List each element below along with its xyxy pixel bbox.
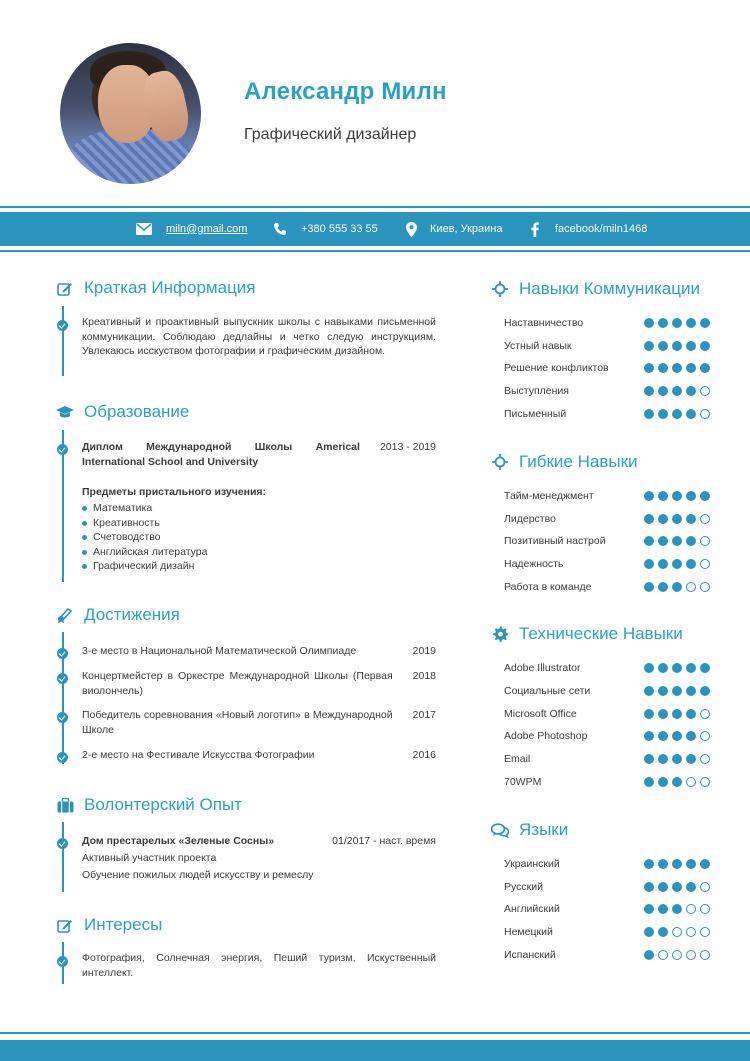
rating-dot-filled <box>686 409 696 419</box>
rating-dot-filled <box>658 363 668 373</box>
rating-dot-filled <box>644 709 654 719</box>
contact-bar-top-line <box>0 206 750 208</box>
list-item: Математика <box>82 501 208 516</box>
timeline-node <box>57 320 68 331</box>
facebook-text[interactable]: facebook/miln1468 <box>555 223 648 235</box>
chat-bubbles-icon <box>491 821 509 839</box>
skill-row <box>504 556 710 572</box>
skill-row <box>504 360 710 376</box>
rating-dot-filled <box>644 386 654 396</box>
rating-dot-filled <box>658 386 668 396</box>
achievement-year: 2019 <box>412 645 436 657</box>
rating-dot-empty <box>700 409 710 419</box>
section-title: Языки <box>519 820 569 839</box>
list-item: Графический дизайн <box>82 559 208 574</box>
section-title: Краткая Информация <box>84 278 256 297</box>
skill-rating <box>644 582 710 592</box>
rating-dot-filled <box>672 363 682 373</box>
skill-rating <box>644 927 710 937</box>
volunteer-period: 01/2017 - наст. время <box>332 835 436 847</box>
rating-dot-filled <box>686 318 696 328</box>
skill-name: Лидерство <box>504 513 556 525</box>
rating-dot-filled <box>686 536 696 546</box>
rating-dot-filled <box>700 318 710 328</box>
contact-email[interactable] <box>136 212 247 246</box>
skill-rating <box>644 386 710 396</box>
gear-icon <box>491 625 509 643</box>
section-title: Волонтерский Опыт <box>84 795 242 814</box>
skill-row <box>504 751 710 767</box>
skill-name: Испанский <box>504 949 556 961</box>
skill-row <box>504 579 710 595</box>
achievement-text: Концертмейстер в Оркестре Международной Школы (Первая виолончель) <box>82 670 393 697</box>
edit-icon <box>56 916 74 934</box>
rating-dot-filled <box>644 536 654 546</box>
skill-name: Надежность <box>504 558 564 570</box>
rating-dot-filled <box>644 514 654 524</box>
rating-dot-empty <box>700 386 710 396</box>
crosshair-icon <box>491 453 509 471</box>
skill-name: Русский <box>504 881 543 893</box>
skill-row <box>504 924 710 940</box>
rating-dot-filled <box>700 491 710 501</box>
skill-row <box>504 406 710 422</box>
skill-rating <box>644 754 710 764</box>
list-item: Счетоводство <box>82 530 208 545</box>
rating-dot-filled <box>686 731 696 741</box>
rating-dot-filled <box>700 663 710 673</box>
rating-dot-filled <box>686 859 696 869</box>
achievement-year: 2017 <box>412 709 436 721</box>
rating-dot-empty <box>700 904 710 914</box>
phone-text: +380 555 33 55 <box>301 223 378 235</box>
rating-dot-filled <box>658 882 668 892</box>
rating-dot-filled <box>686 754 696 764</box>
subjects-list <box>82 501 208 574</box>
rating-dot-filled <box>658 491 668 501</box>
timeline-node <box>57 712 68 723</box>
rating-dot-filled <box>686 882 696 892</box>
section-title: Достижения <box>84 605 180 624</box>
rating-dot-filled <box>644 904 654 914</box>
rating-dot-empty <box>700 927 710 937</box>
rating-dot-filled <box>644 754 654 764</box>
education-degree-row <box>82 440 436 469</box>
rating-dot-filled <box>672 582 682 592</box>
contact-bar <box>0 212 750 246</box>
skill-name: Adobe Photoshop <box>504 730 588 742</box>
location-pin-icon <box>406 222 417 237</box>
rating-dot-filled <box>686 341 696 351</box>
rating-dot-filled <box>644 950 654 960</box>
rating-dot-empty <box>686 777 696 787</box>
footer-line <box>0 1032 750 1034</box>
rating-dot-filled <box>686 363 696 373</box>
skill-rating <box>644 859 710 869</box>
subjects-title: Предметы пристального изучения: <box>82 486 267 498</box>
rating-dot-filled <box>672 754 682 764</box>
contact-phone <box>273 212 378 246</box>
rating-dot-filled <box>658 904 668 914</box>
crosshair-icon <box>491 280 509 298</box>
skill-name: 70WPM <box>504 776 542 788</box>
graduation-cap-icon <box>56 403 74 421</box>
location-text: Киев, Украина <box>430 223 503 235</box>
skill-row <box>504 383 710 399</box>
skill-rating <box>644 536 710 546</box>
rating-dot-empty <box>686 927 696 937</box>
achievement-row <box>82 644 436 659</box>
rating-dot-empty <box>700 709 710 719</box>
skill-row <box>504 683 710 699</box>
rating-dot-empty <box>672 927 682 937</box>
skill-row <box>504 879 710 895</box>
rating-dot-filled <box>672 491 682 501</box>
skill-row <box>504 315 710 331</box>
rating-dot-filled <box>658 536 668 546</box>
rating-dot-empty <box>672 950 682 960</box>
skill-rating <box>644 731 710 741</box>
briefcase-icon <box>56 796 74 814</box>
rating-dot-empty <box>686 904 696 914</box>
rating-dot-filled <box>658 341 668 351</box>
timeline-line <box>62 306 64 376</box>
rating-dot-filled <box>658 927 668 937</box>
achievement-text: 3-е место в Национальной Математической Олимпиаде <box>82 645 357 657</box>
contact-facebook[interactable] <box>531 212 647 246</box>
rating-dot-filled <box>644 731 654 741</box>
rating-dot-filled <box>644 777 654 787</box>
rating-dot-filled <box>672 777 682 787</box>
rating-dot-filled <box>658 731 668 741</box>
education-years: 2013 - 2019 <box>379 441 436 453</box>
rating-dot-empty <box>700 536 710 546</box>
skill-rating <box>644 882 710 892</box>
contact-bar-bottom-line <box>0 250 750 252</box>
rating-dot-filled <box>686 709 696 719</box>
skill-name: Устный навык <box>504 340 572 352</box>
skill-name: Решение конфликтов <box>504 362 609 374</box>
skill-rating <box>644 318 710 328</box>
skill-rating <box>644 409 710 419</box>
rating-dot-filled <box>672 709 682 719</box>
rating-dot-filled <box>658 663 668 673</box>
timeline-node <box>57 444 68 455</box>
section-title: Технические Навыки <box>519 624 683 643</box>
rating-dot-empty <box>700 754 710 764</box>
section-title: Гибкие Навыки <box>519 452 638 471</box>
rating-dot-filled <box>644 409 654 419</box>
rating-dot-empty <box>700 777 710 787</box>
footer-bar <box>0 1040 750 1061</box>
skill-name: Украинский <box>504 858 560 870</box>
skill-rating <box>644 686 710 696</box>
section-languages-head <box>491 820 568 840</box>
skill-name: Тайм-менеджмент <box>504 490 594 502</box>
rating-dot-filled <box>672 514 682 524</box>
skill-row <box>504 728 710 744</box>
rating-dot-empty <box>700 950 710 960</box>
rating-dot-filled <box>672 731 682 741</box>
skill-row <box>504 338 710 354</box>
rating-dot-filled <box>658 318 668 328</box>
rating-dot-filled <box>644 582 654 592</box>
profile-photo <box>60 43 201 184</box>
rating-dot-filled <box>658 859 668 869</box>
skill-name: Социальные сети <box>504 685 591 697</box>
achievement-year: 2018 <box>412 670 436 682</box>
rating-dot-filled <box>644 363 654 373</box>
trophy-diploma-icon <box>56 606 74 624</box>
rating-dot-filled <box>700 341 710 351</box>
rating-dot-filled <box>644 318 654 328</box>
rating-dot-empty <box>700 882 710 892</box>
rating-dot-filled <box>700 859 710 869</box>
rating-dot-filled <box>644 559 654 569</box>
rating-dot-filled <box>672 341 682 351</box>
rating-dot-filled <box>672 663 682 673</box>
rating-dot-filled <box>644 663 654 673</box>
skill-rating <box>644 709 710 719</box>
volunteer-line: Активный участник проекта <box>82 852 217 864</box>
skill-rating <box>644 950 710 960</box>
skill-name: Работа в команде <box>504 581 592 593</box>
rating-dot-filled <box>644 882 654 892</box>
rating-dot-filled <box>672 536 682 546</box>
skill-name: Выступления <box>504 385 569 397</box>
person-role: Графический дизайнер <box>244 126 417 143</box>
contact-location <box>406 212 503 246</box>
section-soft-skills-head <box>491 452 638 472</box>
section-summary-head <box>56 278 256 298</box>
person-name: Александр Милн <box>244 78 447 105</box>
skill-name: Немецкий <box>504 926 553 938</box>
rating-dot-empty <box>700 582 710 592</box>
skill-rating <box>644 341 710 351</box>
timeline-node <box>57 648 68 659</box>
achievement-year: 2016 <box>412 749 436 761</box>
rating-dot-filled <box>644 686 654 696</box>
rating-dot-filled <box>644 927 654 937</box>
achievement-row <box>82 708 436 737</box>
rating-dot-filled <box>658 777 668 787</box>
rating-dot-filled <box>672 686 682 696</box>
rating-dot-filled <box>672 318 682 328</box>
skill-row <box>504 511 710 527</box>
section-title: Навыки Коммуникации <box>519 279 700 298</box>
rating-dot-filled <box>686 686 696 696</box>
timeline-node <box>57 752 68 763</box>
skill-rating <box>644 559 710 569</box>
achievement-text: Победитель соревнования «Новый логотип» в Международной Школе <box>82 709 393 736</box>
list-item: Английская литература <box>82 545 208 560</box>
rating-dot-filled <box>672 386 682 396</box>
skill-rating <box>644 663 710 673</box>
achievement-row <box>82 669 436 698</box>
timeline-node <box>57 673 68 684</box>
mail-icon <box>136 223 152 235</box>
section-achievements-head <box>56 605 180 625</box>
rating-dot-empty <box>700 559 710 569</box>
rating-dot-filled <box>644 859 654 869</box>
phone-icon <box>273 222 287 236</box>
rating-dot-filled <box>658 409 668 419</box>
skill-row <box>504 706 710 722</box>
skill-row <box>504 774 710 790</box>
rating-dot-filled <box>658 514 668 524</box>
skill-rating <box>644 777 710 787</box>
achievement-text: 2-е место на Фестивале Искусства Фотографии <box>82 749 315 761</box>
rating-dot-filled <box>672 409 682 419</box>
rating-dot-filled <box>672 904 682 914</box>
rating-dot-empty <box>700 514 710 524</box>
edit-icon <box>56 279 74 297</box>
skill-rating <box>644 491 710 501</box>
interests-text: Фотография, Солнечная энергия, Пеший туризм, Искуственный интеллект. <box>82 952 436 979</box>
timeline-node <box>57 956 68 967</box>
section-volunteer-head <box>56 795 242 815</box>
rating-dot-filled <box>658 559 668 569</box>
rating-dot-filled <box>658 754 668 764</box>
volunteer-place-row <box>82 834 436 849</box>
facebook-icon <box>531 222 539 237</box>
skill-name: Позитивный настрой <box>504 535 606 547</box>
rating-dot-empty <box>686 950 696 960</box>
section-education-head <box>56 402 189 422</box>
rating-dot-filled <box>658 709 668 719</box>
skill-name: Microsoft Office <box>504 708 577 720</box>
skill-row <box>504 488 710 504</box>
skill-row <box>504 533 710 549</box>
skill-rating <box>644 363 710 373</box>
achievement-row <box>82 748 436 763</box>
skill-row <box>504 901 710 917</box>
skill-name: Письменный <box>504 408 567 420</box>
skill-name: Email <box>504 753 531 765</box>
rating-dot-filled <box>644 491 654 501</box>
section-tech-skills-head <box>491 624 683 644</box>
rating-dot-filled <box>700 686 710 696</box>
rating-dot-filled <box>672 859 682 869</box>
rating-dot-empty <box>686 582 696 592</box>
skill-rating <box>644 514 710 524</box>
section-communication-head <box>491 279 700 299</box>
summary-text: Креативный и проактивный выпускник школы с навыками письменной коммуникации. Соблюдаю дедлайны и четко следую инструкциям. Увлекаюсь исскуством фотографии и графическим дизайном. <box>82 316 436 357</box>
skill-row <box>504 856 710 872</box>
rating-dot-filled <box>672 559 682 569</box>
rating-dot-filled <box>686 559 696 569</box>
rating-dot-filled <box>686 663 696 673</box>
rating-dot-filled <box>644 341 654 351</box>
rating-dot-filled <box>672 882 682 892</box>
rating-dot-filled <box>658 582 668 592</box>
section-interests-head <box>56 915 162 935</box>
education-degree: Диплом Международной Школы Americal International School and University <box>82 441 360 468</box>
rating-dot-empty <box>700 731 710 741</box>
rating-dot-empty <box>658 950 668 960</box>
skill-name: Наставничество <box>504 317 584 329</box>
skill-name: Английский <box>504 903 560 915</box>
skill-row <box>504 947 710 963</box>
rating-dot-filled <box>700 363 710 373</box>
list-item: Креативность <box>82 516 208 531</box>
rating-dot-filled <box>686 514 696 524</box>
email-link[interactable]: miln@gmail.com <box>166 223 248 235</box>
section-title: Образование <box>84 402 190 421</box>
skill-rating <box>644 904 710 914</box>
timeline-line <box>62 822 64 892</box>
volunteer-place: Дом престарелых «Зеленые Сосны» <box>82 835 275 847</box>
rating-dot-filled <box>686 386 696 396</box>
volunteer-line: Обучение пожилых людей искусству и ремеслу <box>82 869 314 881</box>
rating-dot-filled <box>658 686 668 696</box>
skill-row <box>504 660 710 676</box>
timeline-node <box>57 838 68 849</box>
rating-dot-filled <box>686 491 696 501</box>
skill-name: Adobe Illustrator <box>504 662 581 674</box>
section-title: Интересы <box>84 915 163 934</box>
